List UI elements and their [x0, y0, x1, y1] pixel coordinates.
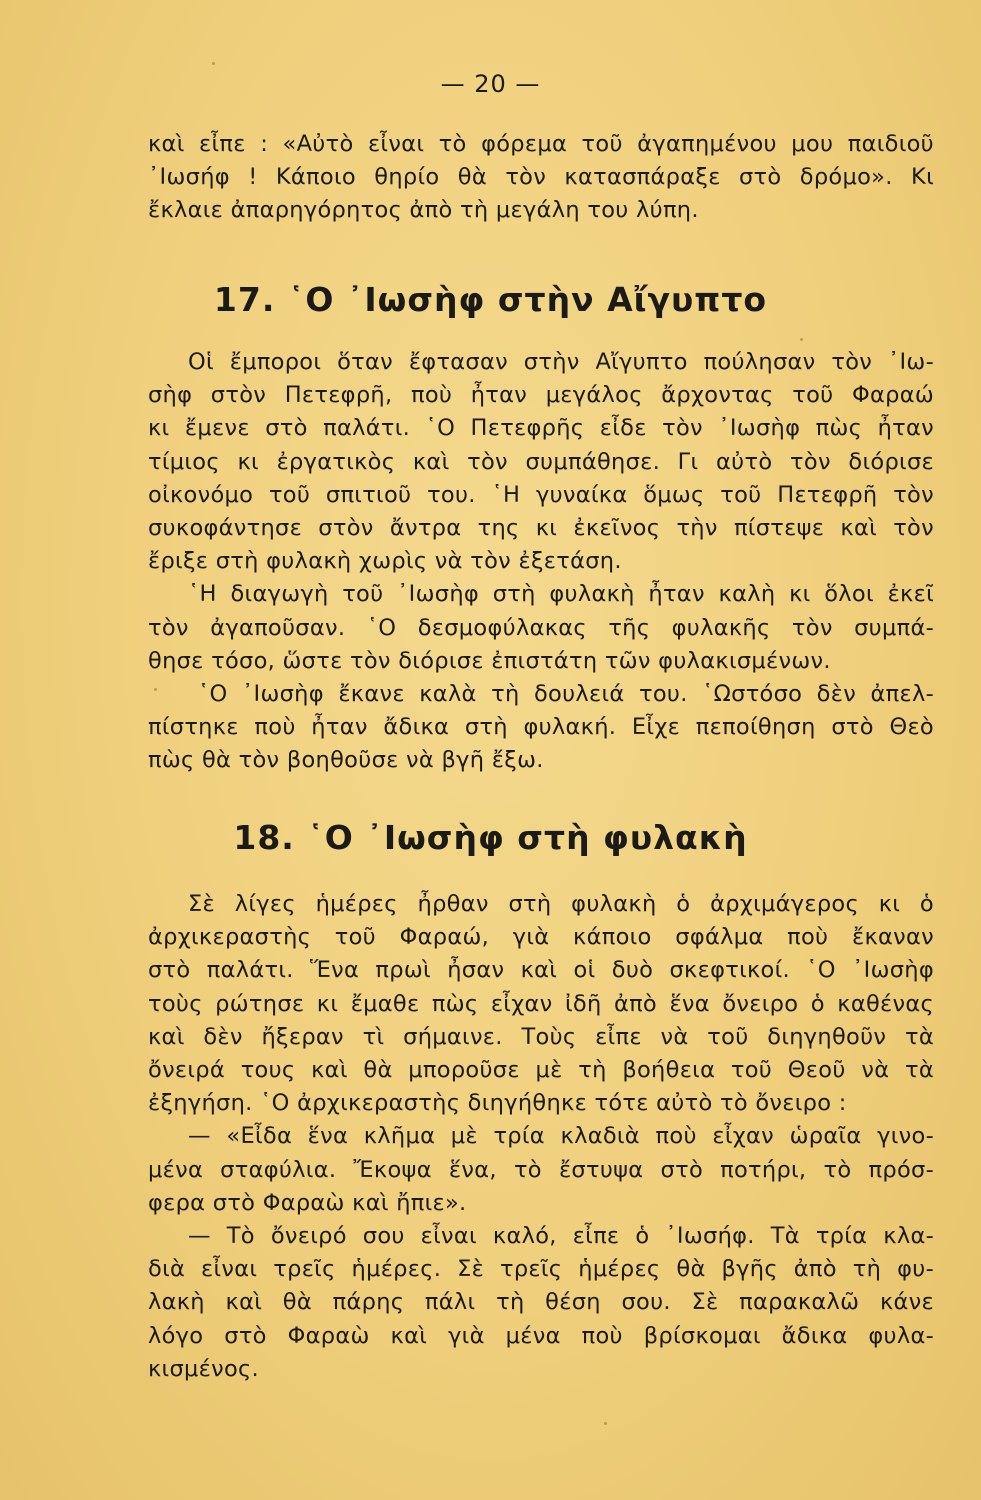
text-line: πὼς θὰ τὸν βοηθοῦσε νὰ βγῆ ἔξω. [148, 747, 544, 774]
text-line: τίμιος κι ἐργατικὸς καὶ τὸν συμπάθησε. Γι αὐτὸ τὸν διόρισε [148, 448, 934, 475]
paper-speck [154, 688, 157, 691]
text-line: θησε τόσο, ὥστε τὸν διόρισε ἐπιστάτη τῶν φυλακισμένων. [148, 647, 831, 674]
text-line: ῾Ο ᾿Ιωσὴφ ἔκανε καλὰ τὴ δουλειά του. ῾Ωστόσο δὲν ἀπελ- [198, 681, 934, 708]
text-line: ἀρχικεραστὴς τοῦ Φαραώ, γιὰ κάποιο σφάλμα ποὺ ἔκαναν [148, 924, 934, 951]
text-line: ἔριξε στὴ φυλακὴ χωρὶς νὰ τὸν ἐξετάση. [148, 548, 622, 575]
text-line: τὸν ἀγαποῦσαν. ῾Ο δεσμοφύλακας τῆς φυλακῆς τὸν συμπά- [148, 614, 934, 641]
text-line: ῾Η διαγωγὴ τοῦ ᾿Ιωσὴφ στὴ φυλακὴ ἦταν καλὴ κι ὅλοι ἐκεῖ [188, 581, 934, 608]
text-line: συκοφάντησε στὸν ἄντρα της κι ἐκεῖνος τὴν πίστεψε καὶ τὸν [148, 515, 934, 542]
text-line: οἰκονόμο τοῦ σπιτιοῦ του. ῾Η γυναίκα ὅμως τοῦ Πετεφρῆ τὸν [148, 481, 934, 508]
text-line: ἐξηγήση. ῾Ο ἀρχικεραστὴς διηγήθηκε τότε αὐτὸ τὸ ὄνειρο : [148, 1090, 847, 1117]
text-line: ὄνειρά τους καὶ θὰ μποροῦσε μὲ τὴ βοήθεια τοῦ Θεοῦ νὰ τὰ [148, 1057, 934, 1084]
text-line: φερα στὸ Φαραὼ καὶ ἤπιε». [148, 1189, 467, 1216]
paper-speck [212, 62, 215, 65]
text-line: Σὲ λίγες ἡμέρες ἦρθαν στὴ φυλακὴ ὁ ἀρχιμάγερος κι ὁ [188, 891, 934, 917]
text-line: διὰ εἶναι τρεῖς ἡμέρες. Σὲ τρεῖς ἡμέρες θὰ βγῆς ἀπὸ τὴ φυ- [148, 1256, 934, 1283]
text-line: καὶ εἶπε : «Αὐτὸ εἶναι τὸ φόρεμα τοῦ ἀγαπημένου μου παιδιοῦ [148, 131, 934, 157]
section-17-heading: 17. ῾Ο ᾿Ιωσὴφ στὴν Αἴγυπτο [213, 280, 768, 319]
page-number: — 20 — [440, 70, 541, 98]
text-line: κι ἔμενε στὸ παλάτι. ῾Ο Πετεφρῆς εἶδε τὸν ᾿Ιωσὴφ πὼς ἦταν [148, 415, 934, 442]
text-line: κισμένος. [148, 1355, 260, 1382]
section-17-body [148, 346, 934, 778]
intro-paragraph [148, 128, 934, 228]
text-line: μένα σταφύλια. Ἔκοψα ἕνα, τὸ ἔστυψα στὸ ποτήρι, τὸ πρόσ- [148, 1156, 934, 1183]
section-18-body [148, 888, 934, 1386]
text-line: στὸ παλάτι. Ἕνα πρωὶ ἦσαν καὶ οἱ δυὸ σκεφτικοί. ῾Ο ᾿Ιωσὴφ [148, 957, 934, 984]
text-line: λόγο στὸ Φαραὼ καὶ γιὰ μένα ποὺ βρίσκομαι ἄδικα φυλα- [148, 1322, 934, 1349]
text-line: — «Εἶδα ἕνα κλῆμα μὲ τρία κλαδιὰ ποὺ εἶχαν ὡραῖα γινο- [188, 1123, 934, 1150]
text-line: τοὺς ρώτησε κι ἔμαθε πὼς εἶχαν ἰδῆ ἀπὸ ἕνα ὄνειρο ὁ καθένας [148, 990, 934, 1017]
paper-speck [800, 338, 803, 341]
text-line: λακὴ καὶ θὰ πάρης πάλι τὴ θέση σου. Σὲ παρακαλῶ κάνε [148, 1289, 934, 1316]
paper-speck [604, 1422, 607, 1425]
text-line: ᾿Ιωσήφ ! Κάποιο θηρίο θὰ τὸν κατασπάραξε στὸ δρόμο». Κι [148, 164, 934, 191]
text-line: πίστηκε ποὺ ἦταν ἄδικα στὴ φυλακή. Εἶχε πεποίθηση στὸ Θεὸ [148, 714, 934, 741]
text-line: σὴφ στὸν Πετεφρῆ, ποὺ ἦταν μεγάλος ἄρχοντας τοῦ Φαραώ [148, 382, 934, 409]
text-line: — Τὸ ὄνειρό σου εἶναι καλό, εἶπε ὁ ᾿Ιωσήφ. Τὰ τρία κλα- [188, 1223, 934, 1250]
text-line: καὶ δὲν ἤξεραν τὶ σήμαινε. Τοὺς εἶπε νὰ τοῦ διηγηθοῦν τὰ [148, 1023, 934, 1050]
text-line: Οἱ ἔμποροι ὅταν ἔφτασαν στὴν Αἴγυπτο πούλησαν τὸν ᾿Ιω- [188, 349, 934, 375]
section-18-heading: 18. ῾Ο ᾿Ιωσὴφ στὴ φυλακὴ [233, 818, 748, 857]
text-line: ἔκλαιε ἀπαρηγόρητος ἀπὸ τὴ μεγάλη του λύπη. [148, 197, 699, 224]
